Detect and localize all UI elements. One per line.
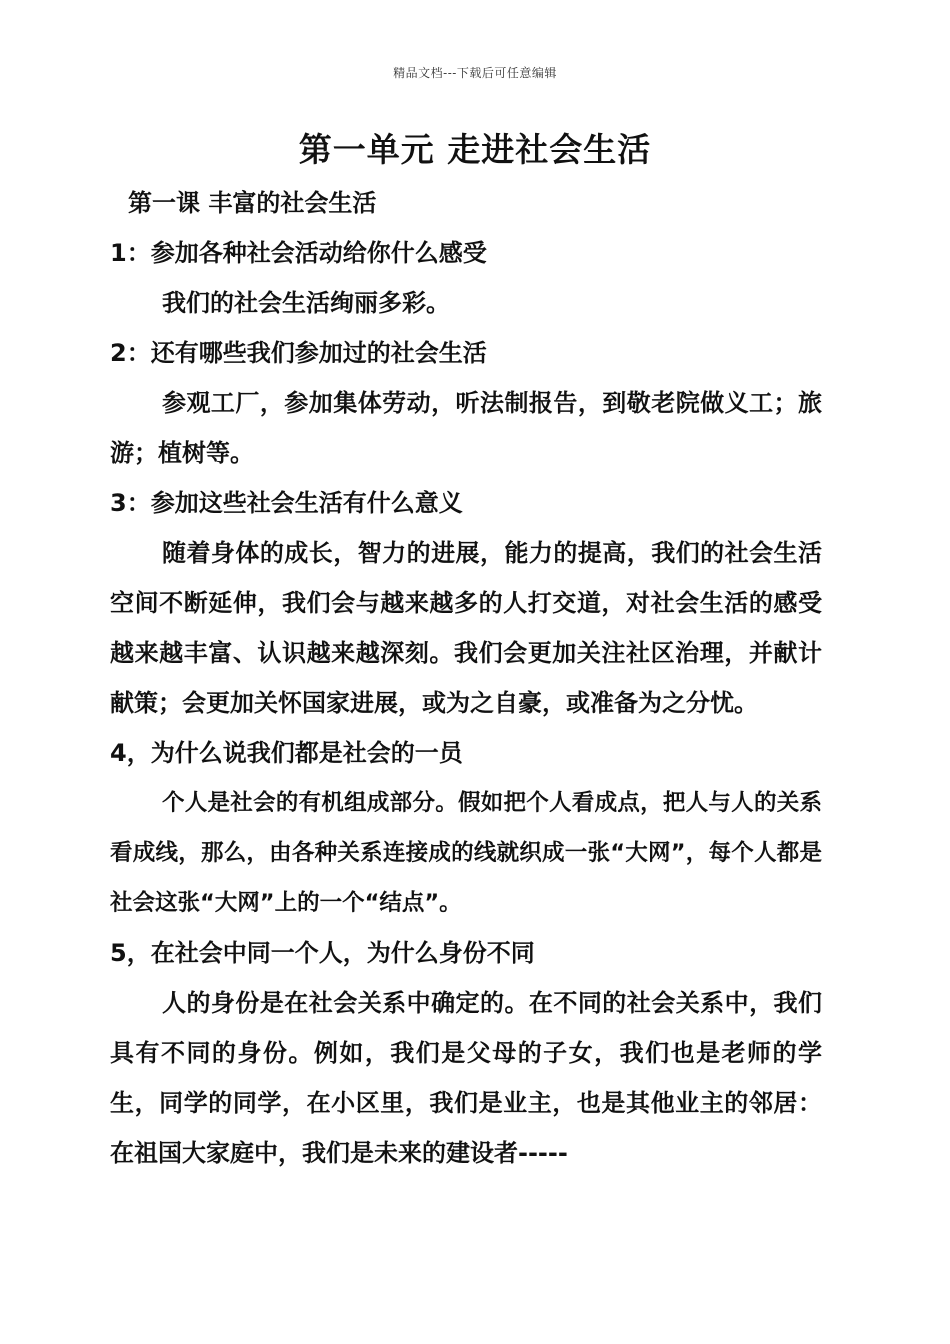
answer-3: 随着身体的成长，智力的进展，能力的提高，我们的社会生活空间不断延伸，我们会与越来越多的人打交道，对社会生活的感受越来越丰富、认识越来越深刻。我们会更加关注社区治理，并献计献策；会更加关怀国家进展，或为之自豪，或准备为之分忧。: [110, 539, 822, 717]
answer-5: 人的身份是在社会关系中确定的。在不同的社会关系中，我们具有不同的身份。例如，我们是父母的子女，我们也是老师的学生，同学的同学，在小区里，我们是业主，也是其他业主的邻居：在祖国大家庭中，我们是未来的建设者-----: [110, 989, 822, 1167]
document-title: 第一单元 走进社会生活: [298, 130, 652, 169]
answer-2: 参观工厂，参加集体劳动，听法制报告，到敬老院做义工；旅游；植树等。: [110, 389, 822, 467]
question-1: 1：参加各种社会活动给你什么感受: [110, 239, 487, 267]
document-body: [110, 178, 822, 1178]
question-3: 3：参加这些社会生活有什么意义: [110, 489, 463, 517]
answer-4: 个人是社会的有机组成部分。假如把个人看成点，把人与人的关系看成线，那么，由各种关系连接成的线就织成一张“大网”，每个人都是社会这张“大网”上的一个“结点”。: [110, 790, 822, 916]
header-note: 精品文档---下载后可任意编辑: [393, 66, 557, 80]
answer-1: 我们的社会生活绚丽多彩。: [162, 289, 450, 317]
question-5: 5，在社会中同一个人，为什么身份不同: [110, 939, 535, 967]
lesson-title: 第一课 丰富的社会生活: [128, 189, 377, 217]
question-4: 4，为什么说我们都是社会的一员: [110, 739, 463, 767]
question-2: 2：还有哪些我们参加过的社会生活: [110, 339, 487, 367]
